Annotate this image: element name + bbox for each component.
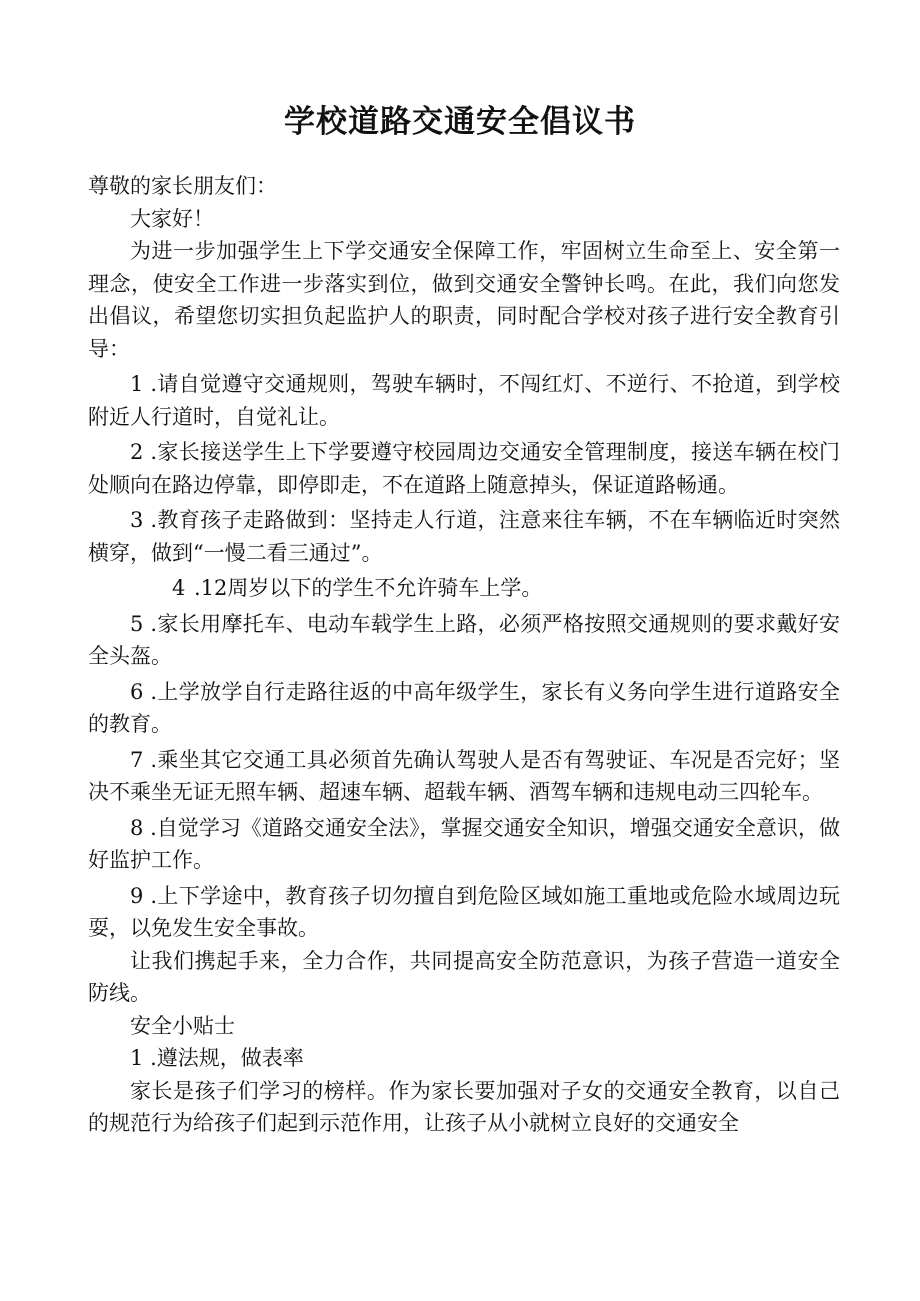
tips-heading: 安全小贴士 [130, 1013, 235, 1038]
tip-number: 1 [130, 1046, 144, 1070]
item-number: 3 [130, 508, 144, 532]
item-number: 6 [130, 679, 144, 704]
document-title: 学校道路交通安全倡议书 [284, 104, 636, 140]
list-item [88, 504, 840, 569]
greeting: 大家好！ [130, 206, 214, 231]
item-number: 2 [130, 440, 144, 464]
intro-paragraph: 为进一步加强学生上下学交通安全保障工作，牢固树立生命至上、安全第一理念，使安全工作进一步落实到位，做到交通安全警钟长鸣。在此，我们向您发出倡议，希望您切实担负起监护人的职责，同时配合学校对孩子进行安全教育引导： [88, 239, 840, 361]
item-text: .12周岁以下的学生不允许骑车上学。 [194, 576, 543, 600]
item-number: 7 [130, 747, 144, 772]
item-text: .教育孩子走路做到：坚持走人行道，注意来往车辆，不在车辆临近时突然横穿，做到“一慢二看三通过”。 [88, 508, 840, 565]
list-item [88, 744, 840, 809]
closing-paragraph: 让我们携起手来，全力合作，共同提高安全防范意识，为孩子营造一道安全防线。 [88, 948, 840, 1005]
list-item [88, 436, 840, 501]
tip-paragraph: 家长是孩子们学习的榜样。作为家长要加强对子女的交通安全教育，以自己的规范行为给孩子们起到示范作用，让孩子从小就树立良好的交通安全 [88, 1078, 840, 1135]
item-text: .家长接送学生上下学要遵守校园周边交通安全管理制度，接送车辆在校门处顺向在路边停靠，即停即走，不在道路上随意掉头，保证道路畅通。 [88, 440, 840, 497]
list-item [88, 608, 840, 673]
list-item [88, 676, 840, 741]
list-item [88, 812, 840, 877]
item-number: 9 [130, 883, 144, 908]
salutation: 尊敬的家长朋友们： [88, 174, 277, 198]
item-number: 8 [130, 815, 144, 840]
item-number: 5 [130, 611, 144, 636]
item-number: 1 [130, 372, 144, 396]
item-text: .上下学途中，教育孩子切勿擅自到危险区域如施工重地或危险水域周边玩耍，以免发生安全事故。 [88, 883, 840, 940]
item-text: .乘坐其它交通工具必须首先确认驾驶人是否有驾驶证、车况是否完好；坚决不乘坐无证无照车辆、超速车辆、超载车辆、酒驾车辆和违规电动三四轮车。 [88, 747, 840, 804]
tip-heading [88, 1042, 840, 1075]
list-item [88, 880, 840, 945]
list-item [88, 572, 840, 605]
item-text: .请自觉遵守交通规则，驾驶车辆时，不闯红灯、不逆行、不抢道，到学校附近人行道时，自觉礼让。 [88, 372, 840, 429]
list-item [88, 368, 840, 433]
document-body [88, 170, 840, 1140]
tip-heading-text: .遵法规，做表率 [150, 1046, 304, 1070]
item-number: 4 [172, 576, 186, 600]
item-text: .家长用摩托车、电动车载学生上路，必须严格按照交通规则的要求戴好安全头盔。 [88, 611, 840, 668]
item-text: .自觉学习《道路交通安全法》，掌握交通安全知识，增强交通安全意识，做好监护工作。 [88, 815, 840, 872]
item-text: .上学放学自行走路往返的中高年级学生，家长有义务向学生进行道路安全的教育。 [88, 679, 840, 736]
